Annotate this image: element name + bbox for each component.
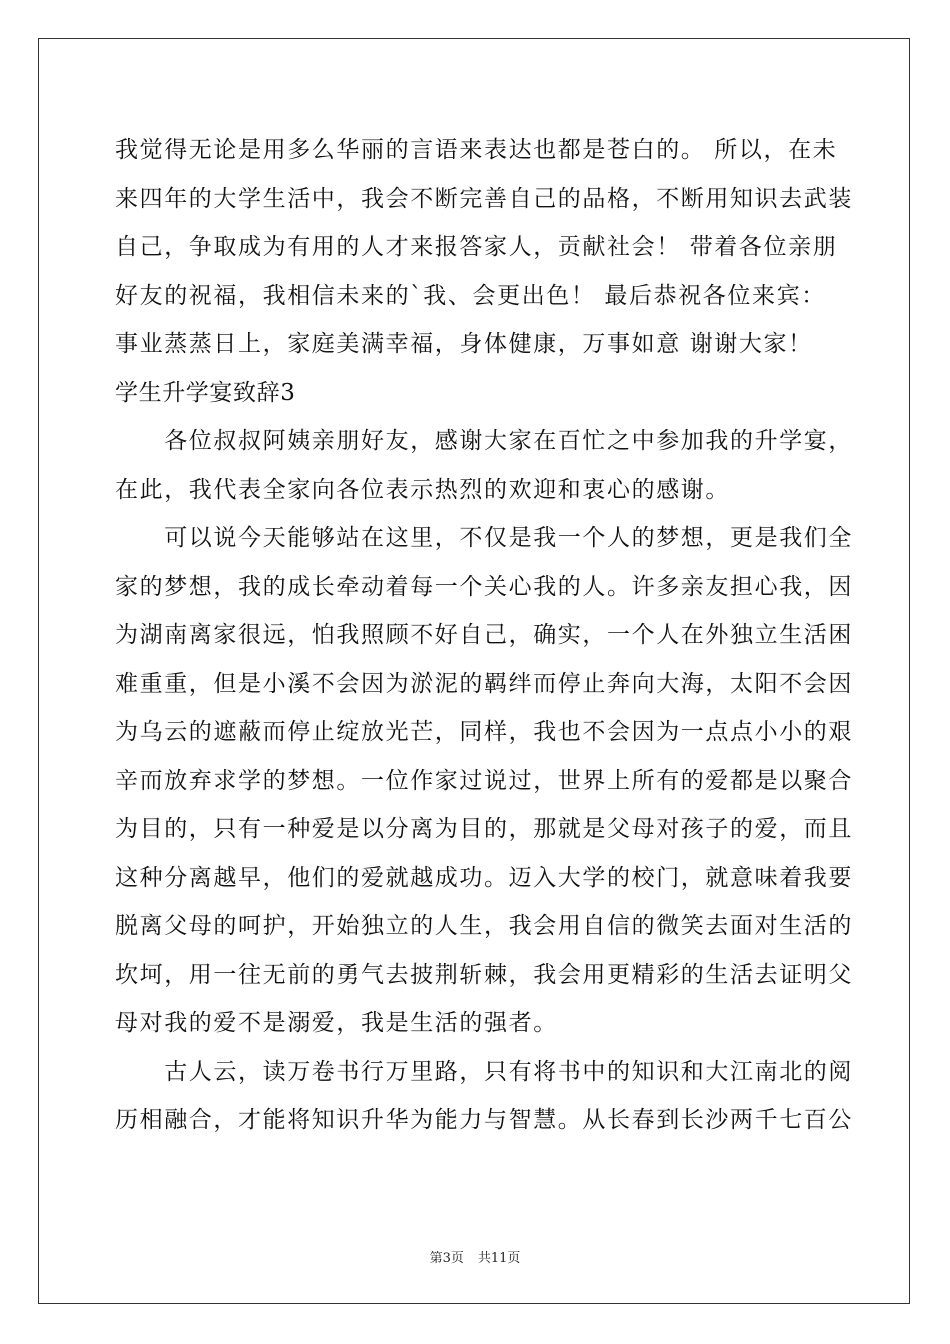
text-line: 为乌云的遮蔽而停止绽放光芒，同样，我也不会因为一点点小小的艰 [115,719,853,745]
text-line: 各位叔叔阿姨亲朋好友，感谢大家在百忙之中参加我的升学宴， [115,428,853,454]
text-line: 为湖南离家很远，怕我照顾不好自己，确实，一个人在外独立生活困 [115,622,853,648]
page-footer [0,1247,950,1266]
text-line: 母对我的爱不是溺爱，我是生活的强者。 [115,1010,558,1036]
text-line: 古人云，读万卷书行万里路，只有将书中的知识和大江南北的阅 [115,1058,853,1085]
document-body [115,126,853,1145]
text-line: 来四年的大学生活中，我会不断完善自己的品格，不断用知识去武装 [115,185,853,212]
text-line: 为目的，只有一种爱是以分离为目的，那就是父母对孩子的爱，而且 [115,816,853,842]
text-line: 难重重，但是小溪不会因为淤泥的羁绊而停止奔向大海，太阳不会因 [115,670,853,697]
text-line: 事业蒸蒸日上，家庭美满幸福，身体健康，万事如意 谢谢大家！ [115,331,813,357]
text-line: 脱离父母的呵护，开始独立的人生，我会用自信的微笑去面对生活的 [115,913,853,939]
text-line: 在此，我代表全家向各位表示热烈的欢迎和衷心的感谢。 [115,476,730,503]
section-heading: 学生升学宴致辞3 [115,379,296,406]
text-line: 我觉得无论是用多么华丽的言语来表达也都是苍白的。 所以，在未 [115,137,838,163]
text-line: 这种分离越早，他们的爱就越成功。迈入大学的校门，就意味着我要 [115,864,853,891]
text-line: 好友的祝福，我相信未来的`我、会更出色！ 最后恭祝各位来宾： [115,282,826,309]
text-line: 辛而放弃求学的梦想。一位作家过说过，世界上所有的爱都是以聚合 [115,767,853,794]
text-line: 坎坷，用一往无前的勇气去披荆斩棘，我会用更精彩的生活去证明父 [115,961,853,988]
text-line: 历相融合，才能将知识升华为能力与智慧。从长春到长沙两千七百公 [115,1107,853,1133]
page-number: 第3页 [429,1251,464,1266]
text-line: 自己，争取成为有用的人才来报答家人，贡献社会！ 带着各位亲朋 [115,234,838,260]
text-line: 可以说今天能够站在这里，不仅是我一个人的梦想，更是我们全 [115,525,853,551]
page-total: 共11页 [477,1251,521,1266]
text-line: 家的梦想，我的成长牵动着每一个关心我的人。许多亲友担心我，因 [115,573,853,600]
